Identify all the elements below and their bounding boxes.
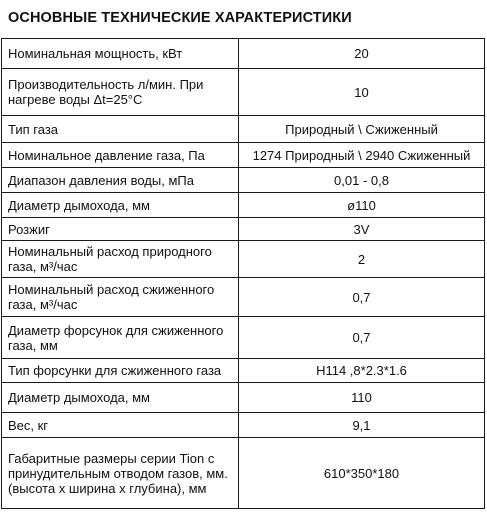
table-row	[2, 143, 485, 168]
row-value: 0,7	[239, 317, 485, 359]
row-value: 110	[239, 383, 485, 413]
row-value: 1274 Природный \ 2940 Сжиженный	[239, 143, 485, 168]
table-row	[2, 438, 485, 509]
table-row	[2, 39, 485, 69]
table-row	[2, 69, 485, 116]
table-row	[2, 168, 485, 193]
row-label: Номинальное давление газа, Па	[2, 143, 239, 168]
row-value: 2	[239, 241, 485, 278]
row-value: 9,1	[239, 413, 485, 438]
row-value: 10	[239, 69, 485, 116]
spec-table	[1, 38, 485, 509]
table-row	[2, 278, 485, 317]
row-label: Диаметр форсунок для сжиженного газа, мм	[2, 317, 239, 359]
table-row	[2, 193, 485, 218]
row-label: Номинальный расход природного газа, м³/час	[2, 241, 239, 278]
row-value: 610*350*180	[239, 438, 485, 509]
table-row	[2, 241, 485, 278]
row-label: Номинальная мощность, кВт	[2, 39, 239, 69]
table-row	[2, 383, 485, 413]
row-label: Тип форсунки для сжиженного газа	[2, 359, 239, 383]
row-label: Диаметр дымохода, мм	[2, 193, 239, 218]
row-value: 0,01 - 0,8	[239, 168, 485, 193]
row-label: Диаметр дымохода, мм	[2, 383, 239, 413]
row-label: Вес, кг	[2, 413, 239, 438]
table-row	[2, 218, 485, 241]
row-value: 20	[239, 39, 485, 69]
row-label: Диапазон давления воды, мПа	[2, 168, 239, 193]
table-row	[2, 116, 485, 143]
row-label: Тип газа	[2, 116, 239, 143]
row-value: 3V	[239, 218, 485, 241]
row-value: Н114 ,8*2.3*1.6	[239, 359, 485, 383]
row-label: Номинальный расход сжиженного газа, м³/час	[2, 278, 239, 317]
page-title: ОСНОВНЫЕ ТЕХНИЧЕСКИЕ ХАРАКТЕРИСТИКИ	[8, 10, 352, 26]
row-value: ø110	[239, 193, 485, 218]
table-row	[2, 317, 485, 359]
table-row	[2, 359, 485, 383]
row-label: Производительность л/мин. При нагреве воды Δt=25°С	[2, 69, 239, 116]
row-label: Габаритные размеры серии Tion с принудительным отводом газов, мм. (высота х ширина х глубина), мм	[2, 438, 239, 509]
row-label: Розжиг	[2, 218, 239, 241]
table-row	[2, 413, 485, 438]
row-value: Природный \ Сжиженный	[239, 116, 485, 143]
row-value: 0,7	[239, 278, 485, 317]
